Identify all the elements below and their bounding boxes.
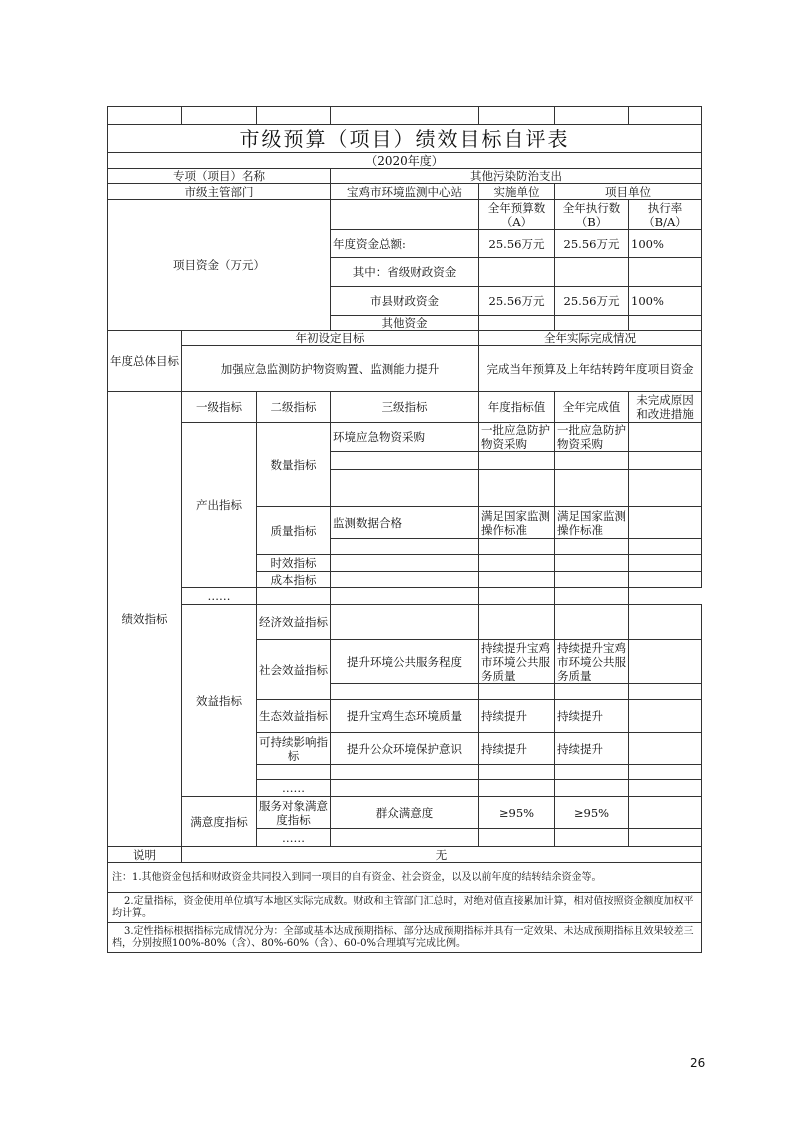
self-evaluation-table: [107, 106, 702, 953]
blank-cell: [479, 539, 555, 555]
blank-cell: [479, 605, 555, 640]
goal-actual-header: 全年实际完成情况: [479, 331, 702, 346]
funds-row-budget: [479, 316, 555, 331]
blank-cell: [479, 780, 555, 797]
sustain-done: 持续提升: [555, 733, 629, 765]
quantity-done: 一批应急防护物资采购: [555, 423, 629, 452]
header-reason: 未完成原因和改进措施: [629, 392, 702, 423]
blank-cell: [331, 555, 479, 572]
quality-indicator: 质量指标: [257, 507, 331, 555]
blank-cell: [108, 107, 182, 125]
year-label: （2020年度）: [108, 153, 702, 169]
funds-row-exec: 25.56万元: [555, 230, 629, 258]
quality-target: 满足国家监测操作标准: [479, 507, 555, 539]
output-indicator-label: 产出指标: [182, 423, 257, 588]
dept-label: 市级主管部门: [108, 184, 331, 200]
blank-cell: [629, 470, 702, 507]
blank-cell: [479, 107, 555, 125]
eco-indicator: 生态效益指标: [257, 700, 331, 733]
funds-col-budget: 全年预算数（A）: [479, 200, 555, 230]
goal-set-header: 年初设定目标: [182, 331, 479, 346]
header-level3: 三级指标: [331, 392, 479, 423]
blank-cell: [331, 605, 479, 640]
blank-cell: [555, 572, 629, 588]
blank-cell: [629, 605, 702, 640]
blank-cell: [629, 797, 702, 829]
blank-cell: [331, 588, 479, 605]
goal-actual-text: 完成当年预算及上年结转跨年度项目资金: [479, 346, 702, 392]
impl-label: 实施单位: [479, 184, 555, 200]
blank-cell: [555, 107, 629, 125]
funds-row-exec: 25.56万元: [555, 287, 629, 316]
indicators-label: 绩效指标: [108, 392, 182, 847]
blank-cell: [479, 829, 555, 847]
quality-done: 满足国家监测操作标准: [555, 507, 629, 539]
blank-cell: [629, 572, 702, 588]
goal-label: 年度总体目标: [108, 331, 182, 392]
funds-row-exec: [555, 258, 629, 287]
blank-cell: [479, 572, 555, 588]
blank-cell: [182, 107, 257, 125]
blank-cell: [331, 200, 479, 230]
blank-cell: [629, 539, 702, 555]
blank-cell: [479, 684, 555, 700]
economic-indicator: 经济效益指标: [257, 605, 331, 640]
blank-cell: [555, 539, 629, 555]
blank-cell: [629, 555, 702, 572]
note-3: 3.定性指标根据指标完成情况分为：全部或基本达成预期指标、部分达成预期指标并具有一定效果、未达成预期指标且效果较差三档，分别按照100%-80%（含）、80%-60%（含）、60-0%合理填写完成比例。: [108, 923, 702, 953]
blank-cell: [479, 588, 555, 605]
blank-cell: [331, 829, 479, 847]
blank-cell: [555, 780, 629, 797]
sustain-item: 提升公众环境保护意识: [331, 733, 479, 765]
funds-row-budget: 25.56万元: [479, 287, 555, 316]
funds-row-label: 其中：省级财政资金: [331, 258, 479, 287]
eco-item: 提升宝鸡生态环境质量: [331, 700, 479, 733]
funds-col-rate: 执行率（B/A）: [629, 200, 702, 230]
blank-cell: [629, 640, 702, 684]
funds-row-label: 市县财政资金: [331, 287, 479, 316]
blank-cell: [331, 470, 479, 507]
blank-cell: [479, 765, 555, 780]
blank-cell: [555, 605, 629, 640]
sustain-target: 持续提升: [479, 733, 555, 765]
funds-row-label: 年度资金总额:: [331, 230, 479, 258]
page-title: 市级预算（项目）绩效目标自评表: [108, 125, 702, 153]
blank-cell: [629, 684, 702, 700]
blank-cell: [257, 588, 331, 605]
quantity-item: 环境应急物资采购: [331, 423, 479, 452]
benefit-indicator-label: 效益指标: [182, 605, 257, 797]
social-indicator: 社会效益指标: [257, 640, 331, 700]
header-level2: 二级指标: [257, 392, 331, 423]
project-name-label: 专项（项目）名称: [108, 169, 331, 184]
service-item: 群众满意度: [331, 797, 479, 829]
blank-cell: [331, 452, 479, 470]
project-name-value: 其他污染防治支出: [331, 169, 702, 184]
cost-indicator: 成本指标: [257, 572, 331, 588]
timeliness-indicator: 时效指标: [257, 555, 331, 572]
more-indicator: ……: [257, 829, 331, 847]
funds-row-exec: [555, 316, 629, 331]
funds-row-rate: [629, 316, 702, 331]
blank-cell: [257, 107, 331, 125]
social-item: 提升环境公共服务程度: [331, 640, 479, 684]
service-indicator: 服务对象满意度指标: [257, 797, 331, 829]
blank-cell: [629, 107, 702, 125]
funds-label: 项目资金（万元）: [108, 200, 331, 331]
blank-cell: [331, 572, 479, 588]
blank-cell: [479, 452, 555, 470]
blank-cell: [555, 452, 629, 470]
quality-item: 监测数据合格: [331, 507, 479, 539]
blank-cell: [331, 684, 479, 700]
page-number: 26: [690, 1056, 706, 1070]
quantity-indicator: 数量指标: [257, 423, 331, 507]
funds-row-budget: [479, 258, 555, 287]
funds-row-rate: 100%: [629, 287, 702, 316]
blank-cell: [629, 423, 702, 452]
funds-row-rate: 100%: [629, 230, 702, 258]
note-2: 2.定量指标，资金使用单位填写本地区实际完成数。财政和主管部门汇总时，对绝对值直接累加计算，相对值按照资金额度加权平均计算。: [108, 893, 702, 923]
blank-cell: [629, 452, 702, 470]
blank-cell: [629, 507, 702, 539]
blank-cell: [479, 470, 555, 507]
funds-row-rate: [629, 258, 702, 287]
remark-label: 说明: [108, 847, 182, 863]
social-done: 持续提升宝鸡市环境公共服务质量: [555, 640, 629, 684]
goal-set-text: 加强应急监测防护物资购置、监测能力提升: [182, 346, 479, 392]
quantity-target: 一批应急防护物资采购: [479, 423, 555, 452]
blank-cell: [257, 765, 331, 780]
more-indicator: ……: [257, 780, 331, 797]
blank-cell: [555, 588, 629, 605]
blank-cell: [331, 107, 479, 125]
blank-cell: [555, 684, 629, 700]
remark-value: 无: [182, 847, 702, 863]
blank-cell: [629, 829, 702, 847]
blank-cell: [629, 733, 702, 765]
blank-cell: [555, 470, 629, 507]
eco-done: 持续提升: [555, 700, 629, 733]
satisfaction-indicator-label: 满意度指标: [182, 797, 257, 847]
blank-cell: [555, 555, 629, 572]
funds-row-budget: 25.56万元: [479, 230, 555, 258]
note-1: 注：1.其他资金包括和财政资金共同投入到同一项目的自有资金、社会资金，以及以前年度的结转结余资金等。: [108, 863, 702, 893]
impl-value: 项目单位: [555, 184, 702, 200]
blank-cell: [629, 780, 702, 797]
dept-value: 宝鸡市环境监测中心站: [331, 184, 479, 200]
blank-cell: [331, 765, 479, 780]
blank-cell: [479, 555, 555, 572]
funds-col-exec: 全年执行数（B）: [555, 200, 629, 230]
blank-cell: [629, 700, 702, 733]
blank-cell: [629, 765, 702, 780]
funds-row-label: 其他资金: [331, 316, 479, 331]
blank-cell: [331, 539, 479, 555]
service-target: ≥95%: [479, 797, 555, 829]
blank-cell: [555, 765, 629, 780]
eco-target: 持续提升: [479, 700, 555, 733]
header-target: 年度指标值: [479, 392, 555, 423]
more-indicator: ……: [182, 588, 257, 605]
social-target: 持续提升宝鸡市环境公共服务质量: [479, 640, 555, 684]
sustain-indicator: 可持续影响指标: [257, 733, 331, 765]
blank-cell: [555, 829, 629, 847]
blank-cell: [331, 780, 479, 797]
service-done: ≥95%: [555, 797, 629, 829]
header-completed: 全年完成值: [555, 392, 629, 423]
header-level1: 一级指标: [182, 392, 257, 423]
